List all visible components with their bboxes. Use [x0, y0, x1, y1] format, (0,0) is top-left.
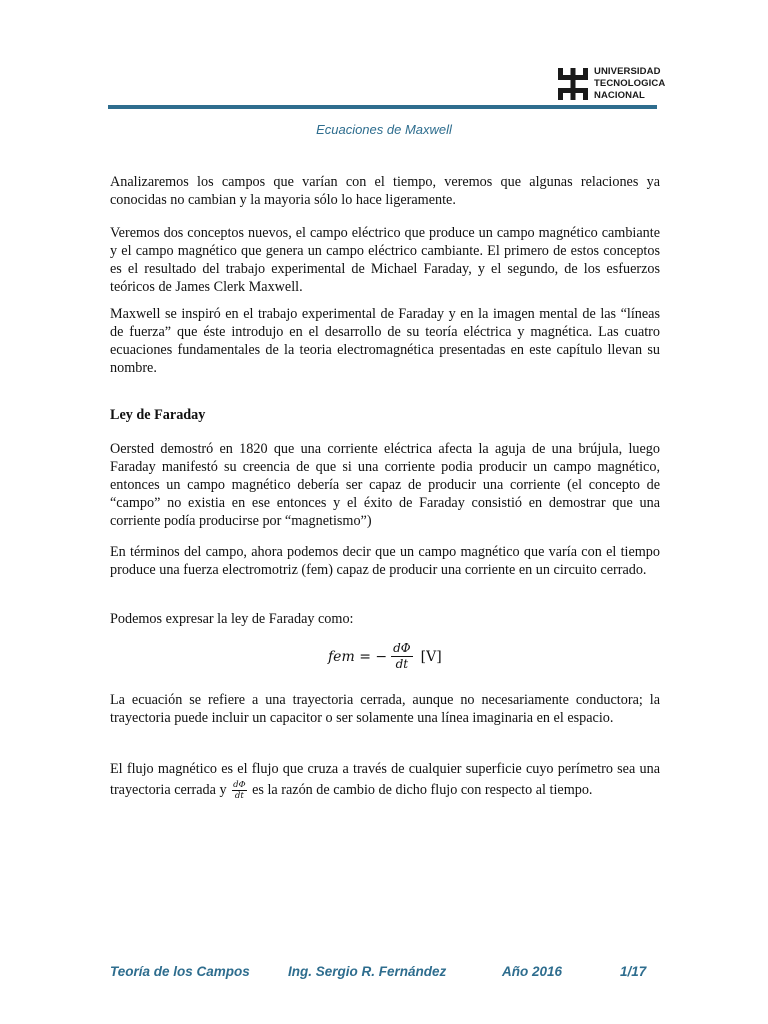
header-rule [108, 105, 657, 109]
paragraph-intro: Analizaremos los campos que varían con el tiempo, veremos que algunas relaciones ya conocidas no cambian y la mayoria sólo lo hace ligeramente. [110, 174, 660, 208]
inline-fraction [232, 780, 246, 801]
equation-numerator: dΦ [393, 641, 411, 655]
inline-fraction-denominator: dt [234, 791, 244, 802]
logo-line-3: NACIONAL [594, 90, 645, 101]
footer-page-number: 1/17 [620, 964, 647, 979]
paragraph-express: Podemos expresar la ley de Faraday como: [110, 611, 354, 627]
paragraph-concepts: Veremos dos conceptos nuevos, el campo eléctrico que produce un campo magnético cambiante y el campo magnético que genera un campo eléctrico cambiante. El primero de estos conceptos es el resultado del trabajo experimental de Michael Faraday, y el segundo, de los esfuerzos teóricos de James Clerk Maxwell. [110, 225, 660, 295]
paragraph-field-terms: En términos del campo, ahora podemos decir que un campo magnético que varía con el tiempo produce una fuerza electromotriz (fem) capaz de producir una corriente en un circuito cerrado. [110, 544, 660, 578]
equation-denominator: dt [395, 657, 409, 671]
equation-lhs: fem = − [328, 648, 388, 665]
faraday-equation [328, 641, 442, 672]
paragraph-flux [110, 759, 660, 801]
footer-course: Teoría de los Campos [110, 964, 250, 979]
equation-unit: [V] [420, 648, 442, 665]
inline-fraction-numerator: dΦ [233, 780, 246, 791]
flux-text-after: es la razón de cambio de dicho flujo con respecto al tiempo. [252, 782, 593, 798]
paragraph-trajectory: La ecuación se refiere a una trayectoria cerrada, aunque no necesariamente conductora; la trayectoria puede incluir un capacitor o ser solamente una línea imaginaria en el espacio. [110, 692, 660, 726]
logo-line-2: TECNOLOGICA [594, 78, 666, 89]
logo-line-1: UNIVERSIDAD [594, 66, 661, 77]
footer-year: Año 2016 [502, 964, 563, 979]
equation-fraction [391, 641, 413, 672]
university-logo [556, 66, 665, 102]
paragraph-oersted: Oersted demostró en 1820 que una corriente eléctrica afecta la aguja de una brújula, luego Faraday manifestó su creencia de que si una corriente podia producir un campo magnético, entonces un campo magnético debería ser capaz de producir una corriente (el concepto de “campo” no existia en ese entonces y el éxito de Faraday consistió en demostrar que una corriente podía producirse por “magnetismo”) [110, 441, 660, 529]
section-heading-faraday: Ley de Faraday [110, 407, 206, 423]
flux-text-before: El flujo magnético es el flujo que cruza a través de cualquier superficie cuyo perímetro sea una trayectoria cerrada y [110, 761, 660, 798]
paragraph-maxwell: Maxwell se inspiró en el trabajo experimental de Faraday y en la imagen mental de las “líneas de fuerza” que éste introdujo en el desarrollo de su teoría eléctrica y magnética. Las cuatro ecuaciones fundamentales de la teoria electromagnética presentadas en este capítulo llevan su nombre. [110, 306, 660, 376]
footer-author: Ing. Sergio R. Fernández [288, 964, 447, 979]
document-title: Ecuaciones de Maxwell [316, 122, 452, 137]
utn-emblem-icon [556, 66, 590, 102]
